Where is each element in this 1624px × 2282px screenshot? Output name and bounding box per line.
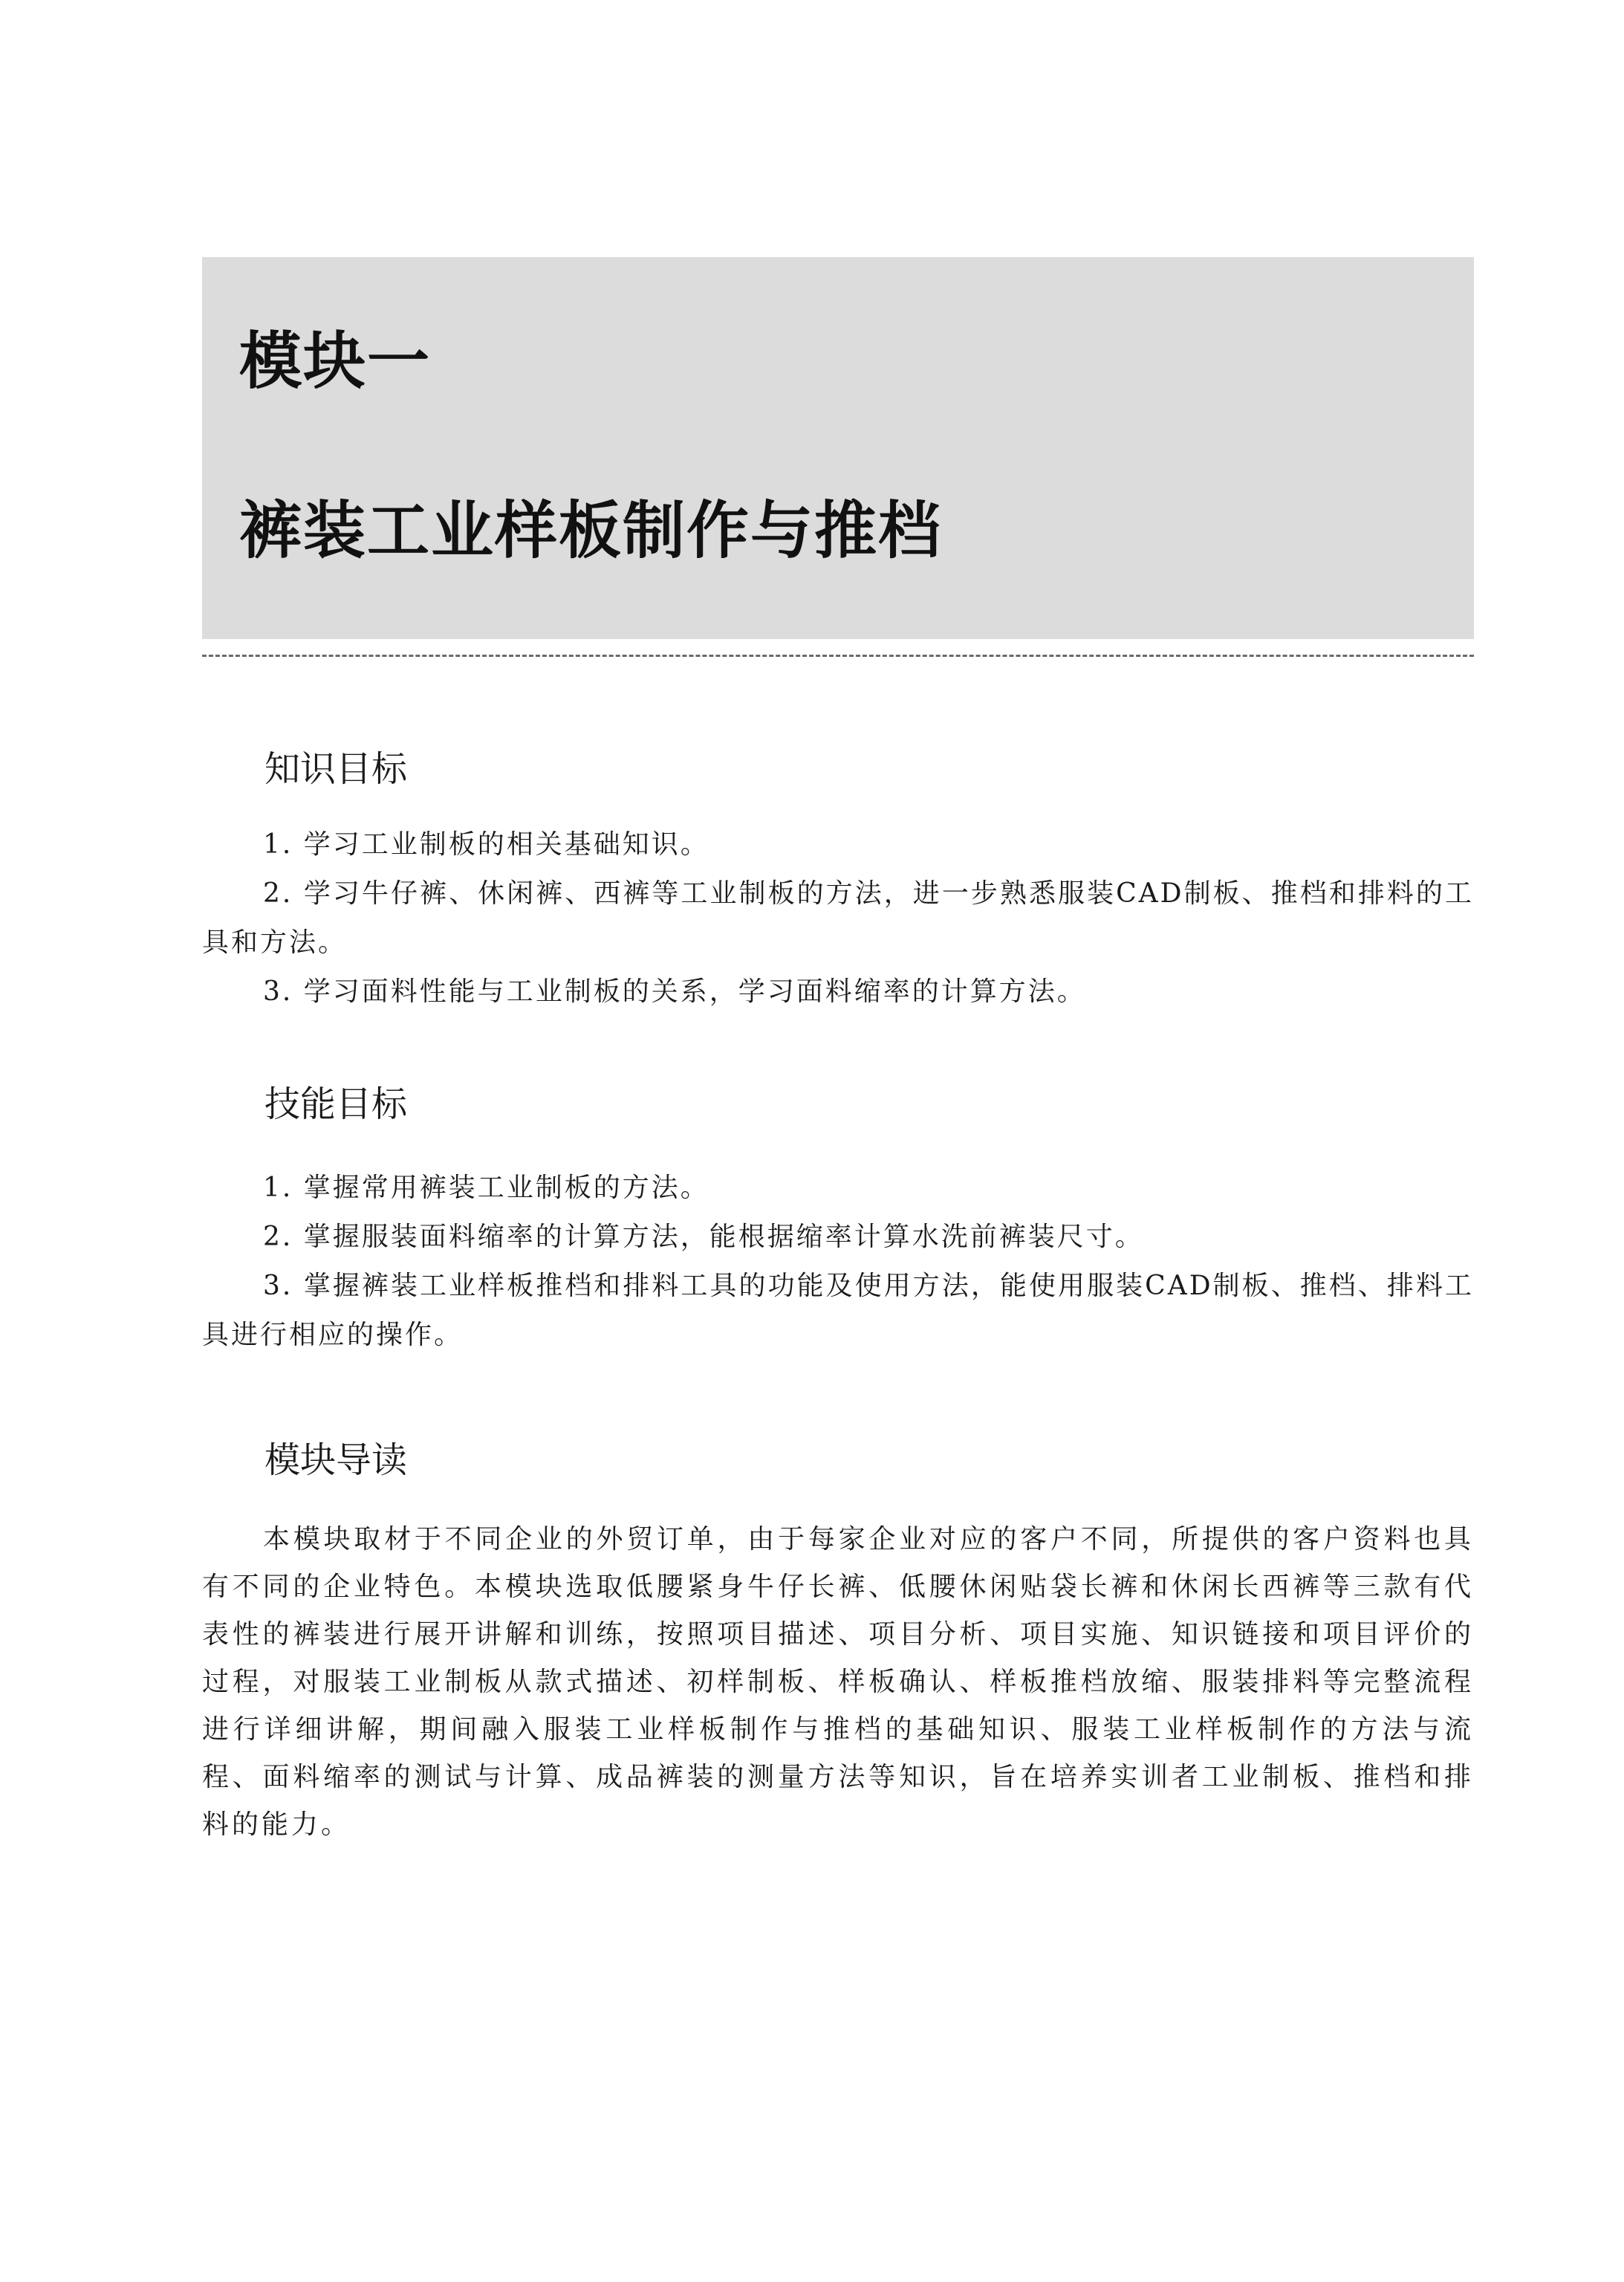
list-item: 3. 掌握裤装工业样板推档和排料工具的功能及使用方法，能使用服装CAD制板、推档、排料工具进行相应的操作。 xyxy=(202,1271,1474,1350)
module-number: 模块一 xyxy=(239,324,432,398)
list-item: 2. 掌握服装面料缩率的计算方法，能根据缩率计算水洗前裤装尺寸。 xyxy=(263,1222,1144,1252)
knowledge-objectives-heading: 知识目标 xyxy=(264,748,408,790)
module-guide-body xyxy=(202,1516,1474,1849)
skill-objectives-list xyxy=(202,1164,1474,1360)
list-item: 1. 掌握常用裤装工业制板的方法。 xyxy=(263,1173,709,1203)
knowledge-objectives-list xyxy=(202,820,1474,1017)
module-guide-paragraph: 本模块取材于不同企业的外贸订单，由于每家企业对应的客户不同，所提供的客户资料也具有不同的企业特色。本模块选取低腰紧身牛仔长裤、低腰休闲贴袋长裤和休闲长西裤等三款有代表性的裤装进行展开讲解和训练，按照项目描述、项目分析、项目实施、知识链接和项目评价的过程，对服装工业制板从款式描述、初样制板、样板确认、样板推档放缩、服装排料等完整流程进行详细讲解，期间融入服装工业样板制作与推档的基础知识、服装工业样板制作的方法与流程、面料缩率的测试与计算、成品裤装的测量方法等知识，旨在培养实训者工业制板、推档和排料的能力。 xyxy=(202,1524,1474,1840)
list-item: 3. 学习面料性能与工业制板的关系，学习面料缩率的计算方法。 xyxy=(263,976,1086,1007)
list-item: 1. 学习工业制板的相关基础知识。 xyxy=(263,829,709,860)
list-item: 2. 学习牛仔裤、休闲裤、西裤等工业制板的方法，进一步熟悉服装CAD制板、推档和排料的工具和方法。 xyxy=(202,878,1474,958)
module-title: 裤装工业样板制作与推档 xyxy=(239,493,943,567)
dashed-divider xyxy=(202,655,1474,657)
skill-objectives-heading: 技能目标 xyxy=(264,1083,408,1125)
module-guide-heading: 模块导读 xyxy=(264,1439,408,1481)
module-header-block xyxy=(202,257,1474,639)
